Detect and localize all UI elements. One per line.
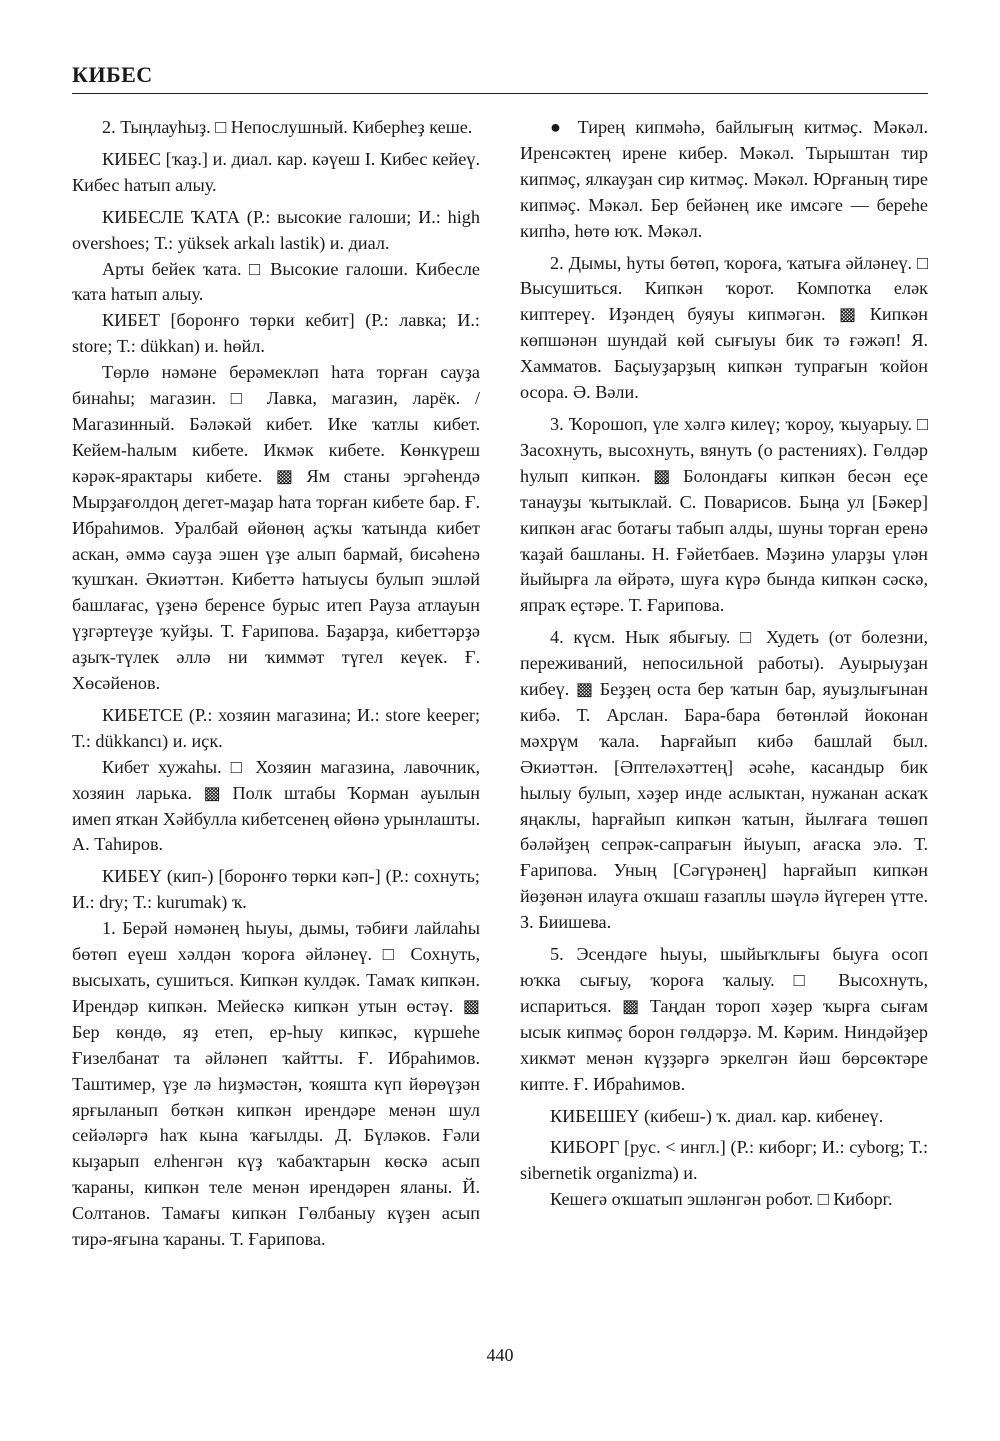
paragraph: КИБЕС [ҡаҙ.] и. диал. кар. кәүеш I. Кибес кейеү. Кибес һатып алыу.	[72, 148, 480, 195]
left-column	[72, 115, 480, 1253]
paragraph: КИБЕШЕҮ (кибеш-) ҡ. диал. кар. кибенеү.	[550, 1105, 884, 1126]
paragraph: КИБЕҮ (кип-) [боронғо төрки кәп-] (Р.: сохнуть; И.: dry; Т.: kurumak) ҡ.	[72, 866, 480, 913]
paragraph: Кешегә оҡшатып эшләнгән робот. □ Киборг.	[550, 1189, 893, 1210]
right-column	[520, 115, 928, 1213]
paragraph: ● Тирең кипмәһә, байлығың китмәҫ. Мәкәл. Иренсәктең ирене кибер. Мәкәл. Тырыштан тир кипмәҫ, ялкауҙан сир китмәҫ. Мәкәл. Юрғаның тире кипмәҫ. Мәкәл. Бер бейәнең ике имсәге — береһе кипһә, һөтө юҡ. Мәкәл.	[520, 117, 928, 241]
paragraph: 3. Ҡорошоп, үле хәлгә килеү; ҡороу, ҡыуарыу. □ Засохнуть, высохнуть, вянуть (о растениях). Гөлдәр һулып кипкән. ▩ Болондағы кипкән бесән еҫе танауҙы ҡытыклай. С. Поварисов. Быңа ул [Бәкер] кипкән ағас ботағы табып алды, шуны торған еренә ҡаҙай башланы. Н. Ғәйетбаев. Мәҙинә уларҙы үлән йыйырға ла өйрәтә, шуға күрә бында кипкән сәскә, япраҡ еҫтәре. Т. Ғарипова.	[520, 413, 928, 616]
header-rule	[72, 93, 928, 94]
paragraph: 2. Дымы, һуты бөтөп, ҡороға, ҡатыға әйләнеү. □ Высушиться. Кипкән ҡорот. Компотка еләк киптереү. Иҙәндең буяуы кипмәгән. ▩ Кипкән көпшәнән шундай көй сығыуы бик тә ғәжәп! Я. Хамматов. Баҫыуҙарҙың кипкән тупрағын ҡойон осора. Ә. Вәли.	[520, 252, 928, 403]
paragraph: КИБЕСЛЕ ҠАТА (Р.: высокие галоши; И.: high overshoes; Т.: yüksek arkalı lastik) и. диал.	[72, 206, 480, 253]
paragraph: 5. Эсендәге һыуы, шыйыҡлығы быуға осоп юҡка сығыу, ҡороға ҡалыу. □ Высохнуть, испариться. ▩ Таңдан тороп хәҙер ҡырға сығам ысык кипмәҫ борон гөлдәрҙә. М. Кәрим. Ниндәйҙер хикмәт менән күҙҙәргә эркелгән йәш бөрсөктәре кипте. Ғ. Ибраһимов.	[520, 944, 928, 1094]
paragraph: Арты бейек ҡата. □ Высокие галоши. Кибесле ҡата һатып алыу.	[72, 258, 480, 305]
paragraph: Кибет хужаһы. □ Хозяин магазина, лавочник, хозяин ларька. ▩ Полк штабы Ҡорман ауылын имеп яткан Хәйбулла кибетсенең өйөнә урынлашты. А. Таһиров.	[72, 756, 480, 855]
paragraph: 4. күсм. Нык ябығыу. □ Худеть (от болезни, переживаний, непосильной работы). Ауырыуҙан кибеү. ▩ Беҙҙең оста бер ҡатын бар, яуыҙлығынан кибә. Т. Арслан. Бара-бара бөтөнләй йоконан мәхрүм ҡала. Һарғайып кибә башлай был. Әкиәттән. [Әптеләхәттең] әсәһе, касандыр бик һылыу булып, хәҙер инде аслыктан, нужанан аскаҡ яңаклы, һарғайып кипкән ҡатын, йылғаға төшөп бәләйҙең сепрәк-сапрағын йыуып, ағаска элә. Т. Ғарипова. Уның [Сәгүрәнең] һарғайып кипкән йөҙөнән илауға оҡшаш ғазаплы шәүлә йүгерен үтте. З. Биишева.	[520, 627, 928, 933]
paragraph: Төрлө нәмәне берәмекләп һата торған сауҙа бинаһы; магазин. □ Лавка, магазин, ларёк. / Магазинный. Бәләкәй кибет. Ике ҡатлы кибет. Кейем-һалым кибете. Икмәк кибете. Көнкүреш кәрәк-ярактары кибете. ▩ Ям станы эргәһендә Мырҙағолдоң дегет-маҙар һата торған кибете бар. Ғ. Ибраһимов. Уралбай өйөнөң аҫҡы ҡатында кибет аскан, әммә сауҙа эшен үҙе алып бармай, бисәһенә ҡушҡан. Әкиәттән. Кибеттә һатыусы булып эшләй башлағас, үҙенә беренсе бурыс итеп Рауза атлауын үҙгәртеүҙе ҡуйҙы. Т. Ғарипова. Баҙарҙа, кибеттәрҙә аҙыҡ-түлек әллә ни ҡиммәт түгел кеүек. Ғ. Хөсәйенов.	[72, 362, 480, 694]
paragraph: 2. Тыңлауһыҙ. □ Непослушный. Киберһеҙ кеше.	[102, 117, 473, 137]
paragraph: КИБЕТСЕ (Р.: хозяин магазина; И.: store keeper; Т.: dükkancı) и. иҫк.	[72, 704, 480, 751]
page-number: 440	[486, 1345, 514, 1365]
paragraph: КИБОРГ [рус. < ингл.] (Р.: киборг; И.: cyborg; Т.: sibernetik organizma) и.	[520, 1137, 928, 1184]
paragraph: КИБЕТ [боронғо төрки кебит] (Р.: лавка; И.: store; Т.: dükkan) и. һөйл.	[72, 310, 480, 357]
paragraph: 1. Берәй нәмәнең һыуы, дымы, тәбиғи лайлаһы бөтөп еүеш хәлдән ҡороға әйләнеү. □ Сохнуть, высыхать, сушиться. Кипкән кулдәк. Тамаҡ кипкән. Ирендәр кипкән. Мейескә кипкән утын өстәү. ▩ Бер көндө, яҙ етеп, ер-һыу кипкәс, күршеһе Ғизелбанат та әйләнеп ҡайтты. Ғ. Ибраһимов. Таштимер, үҙе лә һиҙмәстән, ҡояшта күп йөрөүҙән ярғыланып бөткән кипкән ирендәре менән шул сейәләргә һаҡ кына ҡағылды. Д. Бүләков. Ғәли кыҙарып елһенгән күҙ ҡабаҡтарын көскә асып ҡараны, кипкән теле менән ирендәрен яланы. Й. Солтанов. Тамағы кипкән Гөлбаныу күҙен асып тирә-яғына ҡараны. Т. Ғарипова.	[72, 918, 480, 1250]
running-head: КИБЕС	[72, 62, 153, 87]
